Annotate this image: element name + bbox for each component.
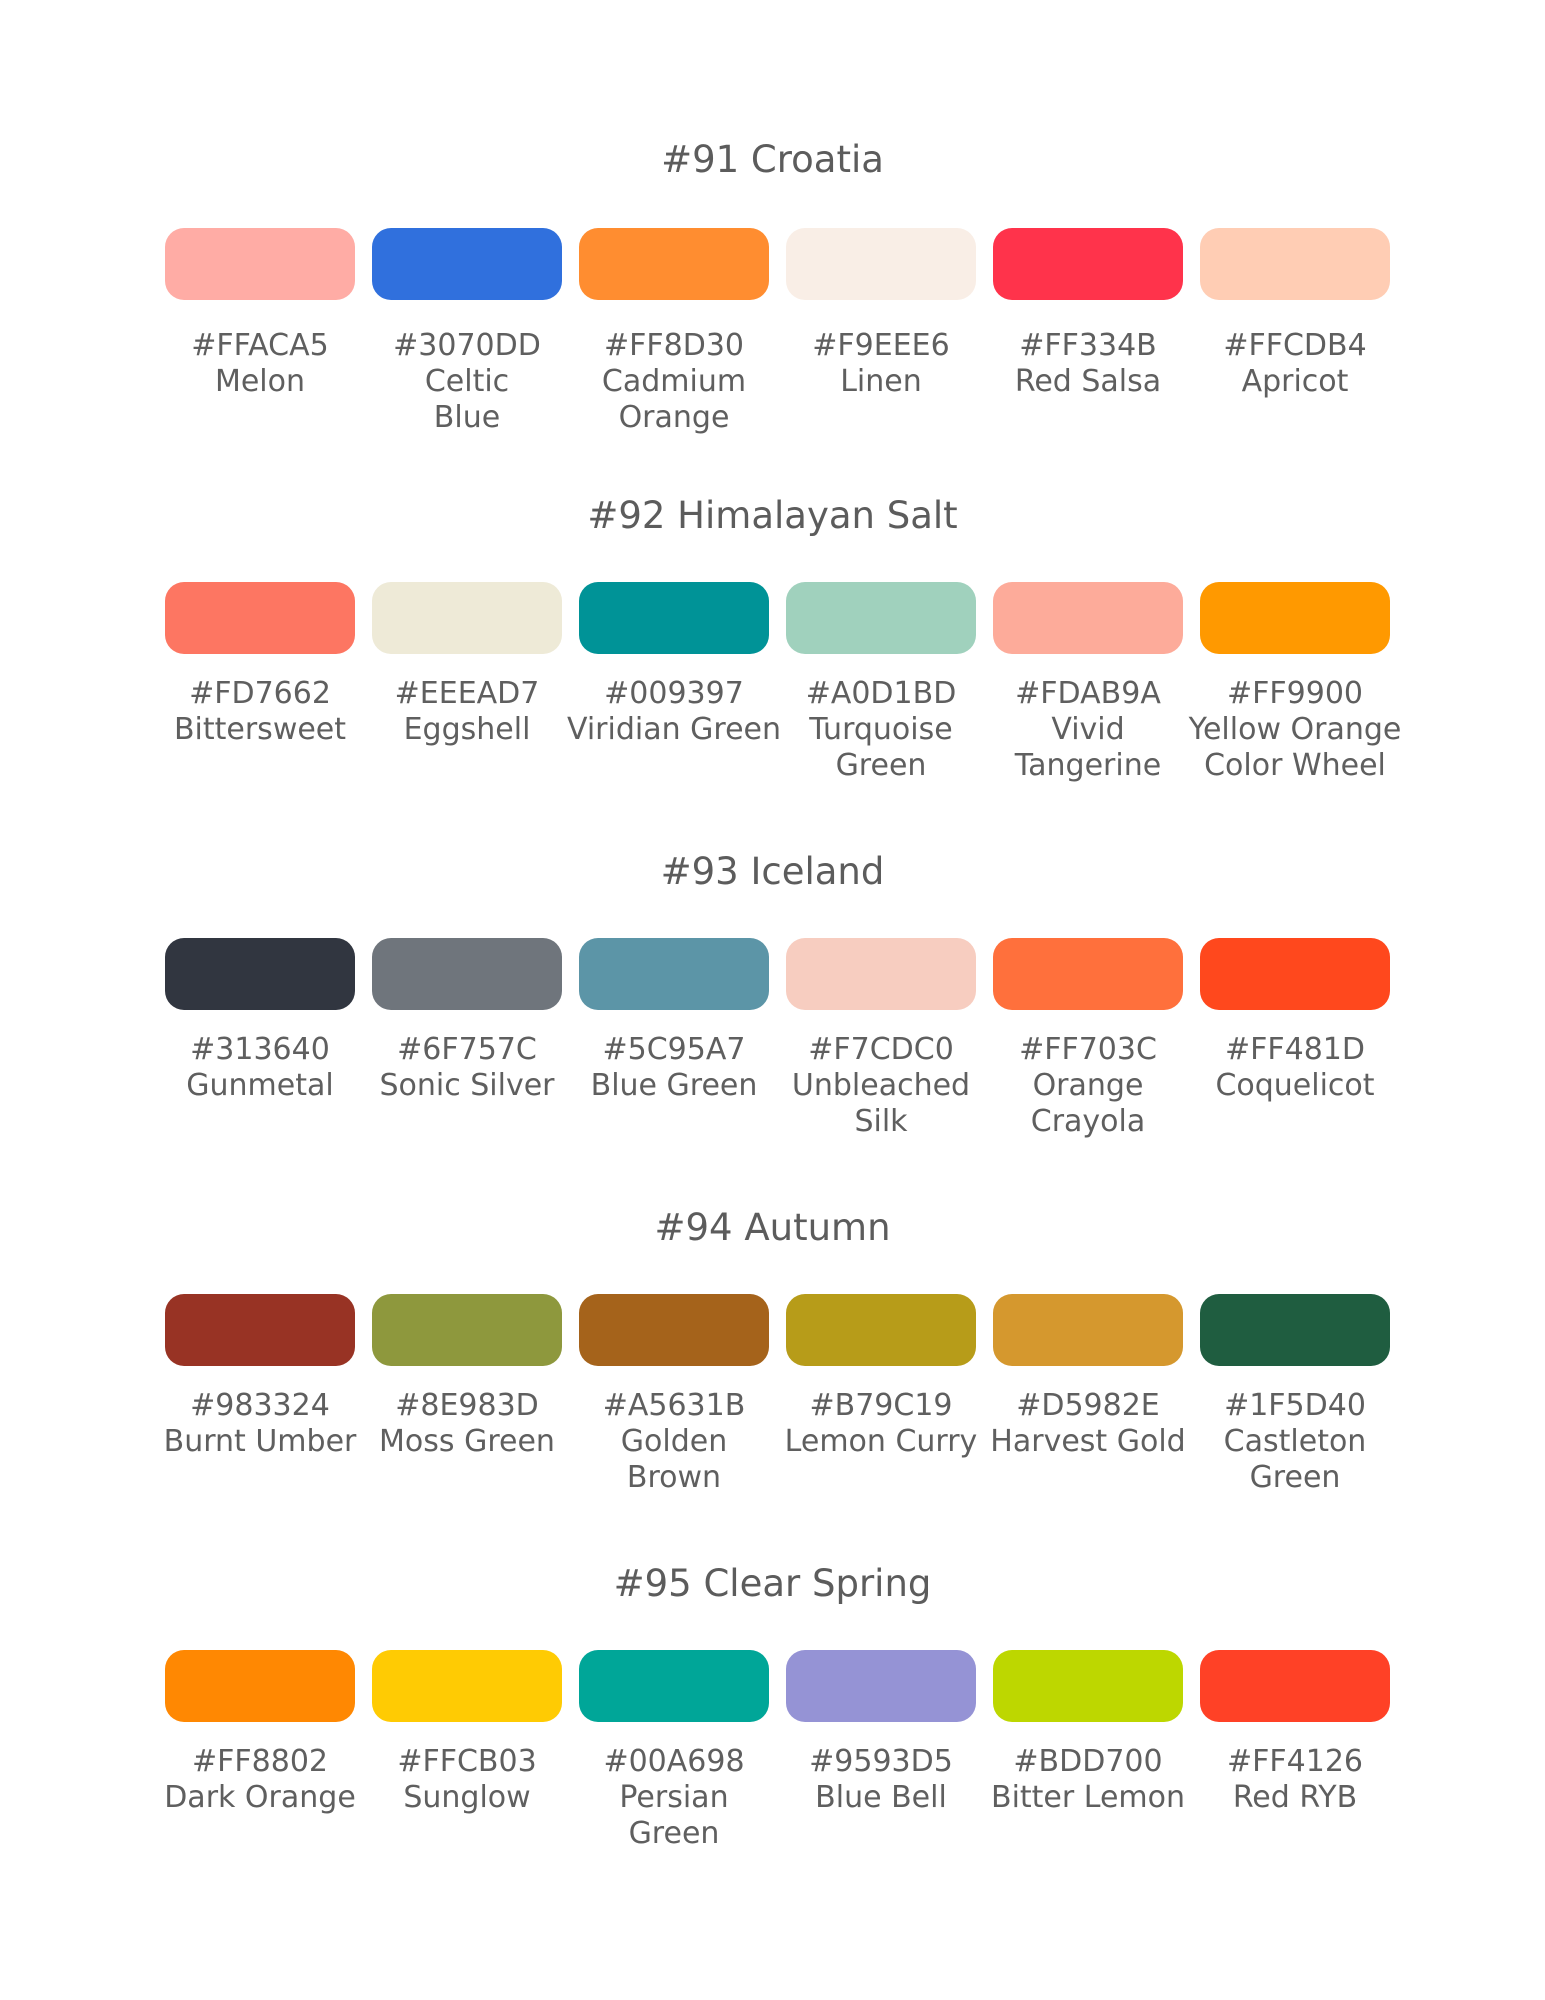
color-swatch [1200,938,1390,1010]
swatch-label [973,1388,1203,1460]
swatch-hex: #FF481D [1224,1032,1365,1067]
swatch-label [973,1744,1203,1816]
swatch-name: Bitter Lemon [990,1780,1185,1815]
swatch-label [559,1744,789,1852]
swatch-label [766,1032,996,1140]
swatch-name: Linen [840,364,922,399]
color-swatch [786,228,976,300]
palette-title: #94 Autumn [654,1206,891,1249]
swatch-hex: #A0D1BD [805,676,957,711]
swatch-hex: #00A698 [603,1744,745,1779]
color-swatch [993,228,1183,300]
swatch-label [145,1388,375,1460]
color-swatch [579,938,769,1010]
swatch-label [145,1744,375,1816]
swatch-name: Burnt Umber [163,1424,357,1459]
swatch-hex: #FFCDB4 [1223,328,1367,363]
swatch-label [1180,1032,1410,1104]
swatch-label [352,1032,582,1104]
color-swatch [1200,1294,1390,1366]
swatch-hex: #FF9900 [1227,676,1363,711]
swatch-label [1180,1388,1410,1496]
swatch-name: Sunglow [403,1780,531,1815]
swatch-name: Melon [214,364,306,399]
swatch-label [973,1032,1203,1140]
color-swatch [1200,582,1390,654]
swatch-label [559,676,789,748]
color-swatch [786,1294,976,1366]
palette-title: #92 Himalayan Salt [587,494,958,537]
swatch-hex: #EEEAD7 [394,676,540,711]
swatch-hex: #FD7662 [189,676,331,711]
color-swatch [372,1650,562,1722]
swatch-hex: #FF334B [1019,328,1157,363]
color-swatch [165,1294,355,1366]
swatch-name: Vivid Tangerine [1014,712,1162,783]
swatch-name: Eggshell [403,712,531,747]
swatch-label [1180,1744,1410,1816]
color-swatch [993,582,1183,654]
swatch-hex: #3070DD [393,328,541,363]
swatch-name: Coquelicot [1215,1068,1375,1103]
swatch-name: Unbleached Silk [791,1068,971,1139]
swatch-label [766,1388,996,1460]
swatch-name: Viridian Green [566,712,782,747]
swatch-name: Persian Green [619,1780,729,1851]
swatch-name: Sonic Silver [379,1068,555,1103]
swatch-label [1180,676,1410,784]
color-swatch [786,1650,976,1722]
swatch-name: Dark Orange [164,1780,356,1815]
swatch-label [352,1744,582,1816]
swatch-hex: #A5631B [602,1388,746,1423]
color-swatch [1200,1650,1390,1722]
swatch-label [559,328,789,436]
swatch-hex: #D5982E [1016,1388,1160,1423]
palette-title: #91 Croatia [661,138,884,181]
swatch-hex: #FFACA5 [191,328,329,363]
swatch-hex: #6F757C [397,1032,537,1067]
swatch-hex: #FFCB03 [397,1744,537,1779]
swatch-name: Cadmium Orange [601,364,747,435]
swatch-name: Apricot [1241,364,1349,399]
swatch-hex: #8E983D [395,1388,539,1423]
color-swatch [165,228,355,300]
color-swatch [786,582,976,654]
color-swatch [993,938,1183,1010]
swatch-name: Moss Green [379,1424,555,1459]
color-swatch [579,582,769,654]
swatch-name: Red RYB [1232,1780,1358,1815]
swatch-label [145,1032,375,1104]
color-swatch [372,582,562,654]
swatch-name: Turquoise Green [809,712,953,783]
color-swatch [372,228,562,300]
swatch-name: Bittersweet [173,712,347,747]
swatch-hex: #F9EEE6 [812,328,950,363]
swatch-name: Lemon Curry [784,1424,978,1459]
swatch-name: Celtic Blue [424,364,510,435]
color-swatch [372,938,562,1010]
color-swatch [579,1650,769,1722]
swatch-label [145,328,375,400]
swatch-hex: #983324 [190,1388,330,1423]
swatch-hex: #FF703C [1019,1032,1157,1067]
swatch-name: Gunmetal [186,1068,334,1103]
swatch-name: Yellow Orange Color Wheel [1188,712,1402,783]
swatch-hex: #FDAB9A [1015,676,1161,711]
swatch-hex: #B79C19 [809,1388,953,1423]
swatch-name: Golden Brown [620,1424,728,1495]
swatch-name: Red Salsa [1014,364,1162,399]
color-swatch [372,1294,562,1366]
swatch-hex: #313640 [190,1032,330,1067]
swatch-hex: #9593D5 [809,1744,953,1779]
swatch-hex: #F7CDC0 [808,1032,954,1067]
color-swatch [165,1650,355,1722]
swatch-label [559,1032,789,1104]
color-swatch [1200,228,1390,300]
swatch-label [766,676,996,784]
swatch-label [973,328,1203,400]
color-swatch [579,1294,769,1366]
swatch-hex: #FF8802 [192,1744,328,1779]
swatch-name: Harvest Gold [990,1424,1186,1459]
swatch-hex: #009397 [604,676,744,711]
swatch-label [1180,328,1410,400]
swatch-label [145,676,375,748]
palette-title: #93 Iceland [660,850,885,893]
swatch-hex: #1F5D40 [1224,1388,1366,1423]
color-swatch [993,1294,1183,1366]
swatch-name: Blue Bell [815,1780,947,1815]
color-swatch [579,228,769,300]
swatch-label [766,328,996,400]
color-swatch [786,938,976,1010]
color-swatch [993,1650,1183,1722]
swatch-hex: #FF8D30 [603,328,744,363]
swatch-label [766,1744,996,1816]
palette-title: #95 Clear Spring [613,1562,932,1605]
swatch-name: Orange Crayola [1030,1068,1146,1139]
swatch-label [352,676,582,748]
swatch-name: Blue Green [590,1068,758,1103]
swatch-hex: #BDD700 [1013,1744,1163,1779]
color-swatch [165,582,355,654]
swatch-label [559,1388,789,1496]
swatch-label [352,328,582,436]
color-swatch [165,938,355,1010]
swatch-hex: #5C95A7 [602,1032,746,1067]
swatch-hex: #FF4126 [1227,1744,1363,1779]
swatch-name: Castleton Green [1223,1424,1367,1495]
swatch-label [352,1388,582,1460]
